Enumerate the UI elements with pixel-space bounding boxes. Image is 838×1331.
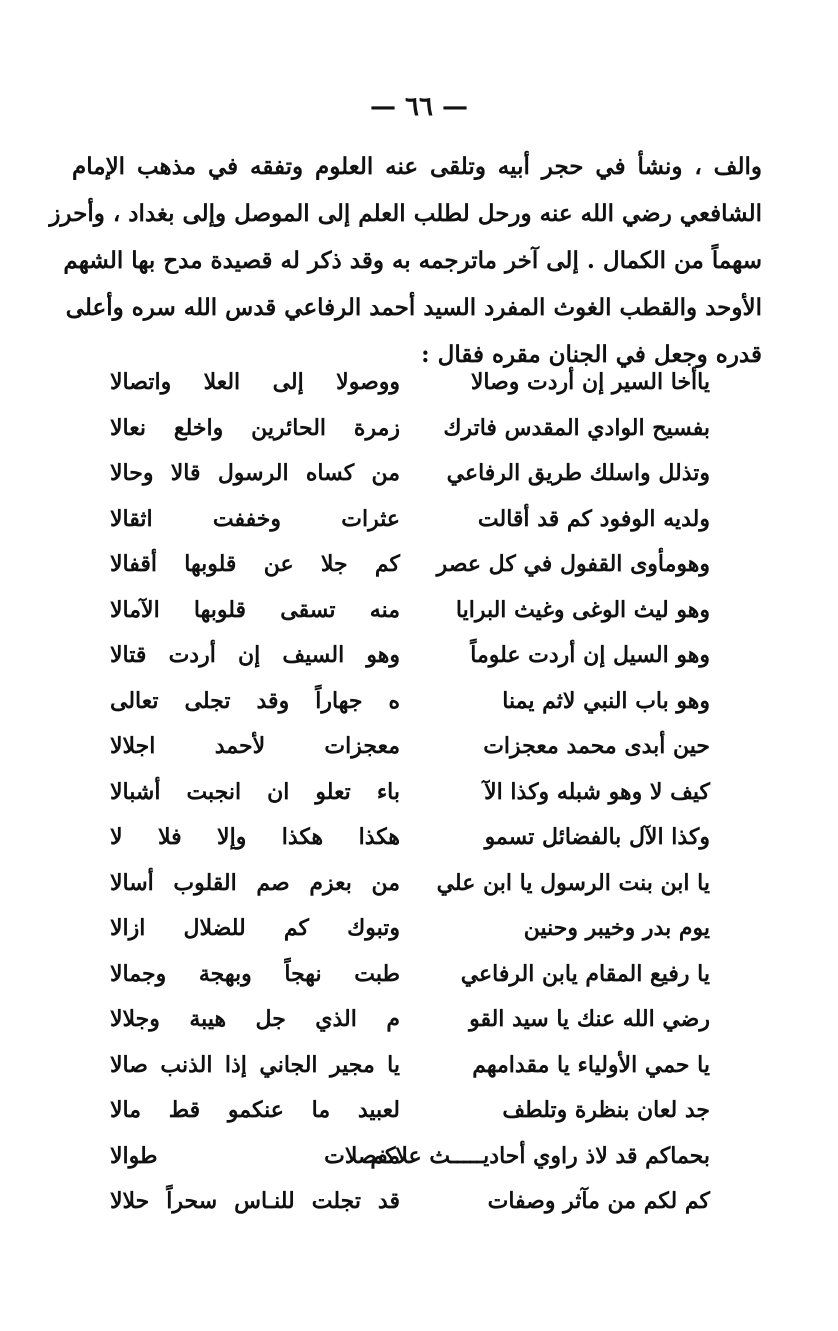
verse-second-hemistich: من كساه الرسول قالا وحالا: [110, 460, 400, 486]
verse-first-hemistich: يا ابن بنت الرسول يا ابن علي: [436, 869, 710, 896]
verse-second-hemistich: وهو السيف إن أردت قتالا: [110, 642, 400, 668]
verse-row: [110, 451, 710, 497]
verse-row: [110, 633, 710, 679]
verse-row: [110, 1134, 710, 1180]
prose-line: سهماً من الكمال . إلى آخر ماترجمه به وقد ذكر له قصيدة مدح بها الشهم: [63, 247, 762, 274]
verse-row: [110, 360, 710, 406]
verse-row: [110, 1179, 710, 1225]
prose-line: الأوحد والقطب الغوث المفرد السيد أحمد الرفاعي قدس الله سره وأعلى: [65, 294, 762, 321]
prose-line: والف ، ونشأ في حجر أبيه وتلقى عنه العلوم وتفقه في مذهب الإمام: [72, 153, 762, 180]
verse-first-hemistich: بفسيح الوادي المقدس فاترك: [443, 414, 710, 441]
verse-row: [110, 997, 710, 1043]
verse-row: [110, 906, 710, 952]
verse-second-hemistich: باء تعلو ان انجبت أشبالا: [110, 778, 400, 805]
verse-first-hemistich: وكذا الآل بالفضائل تسمو: [484, 824, 710, 850]
verse-row: [110, 1088, 710, 1134]
verse-row: [110, 952, 710, 998]
verse-row: [110, 588, 710, 634]
verse-first-hemistich: كيف لا وهو شبله وكذا الآ: [484, 778, 710, 805]
verse-first-hemistich: يوم بدر وخيبر وحنين: [523, 915, 710, 941]
verse-first-hemistich: كم لكم من مآثر وصفات: [487, 1188, 710, 1214]
verse-first-hemistich: جد لعان بنظرة وتلطف: [502, 1097, 710, 1123]
verse-first-hemistich: رضي الله عنك يا سيد القو: [469, 1006, 710, 1032]
verse-first-hemistich: وهو السيل إن أردت علوماً: [470, 642, 710, 668]
verse-row: [110, 497, 710, 543]
verse-first-hemistich: وهو باب النبي لاثم يمنا: [502, 687, 710, 714]
verse-second-hemistich: طبت نهجاً وبهجة وجمالا: [110, 960, 400, 987]
verse-first-hemistich: يا رفيع المقام يابن الرفاعي: [460, 960, 710, 987]
verse-row: [110, 679, 710, 725]
prose-paragraph: [49, 143, 762, 378]
poem-verses: [110, 360, 710, 1225]
verse-first-hemistich: وتذلل واسلك طريق الرفاعي: [446, 460, 710, 486]
verse-second-hemistich: زمرة الحائرين واخلع نعالا: [110, 414, 400, 441]
verse-first-hemistich: حين أبدى محمد معجزات: [483, 733, 710, 759]
verse-first-hemistich: يا حمي الأولياء يا مقدامهم: [472, 1051, 710, 1078]
verse-row: [110, 815, 710, 861]
verse-first-hemistich: بحماكم قد لاذ راوي أحاديـــــث علاكم: [370, 1142, 710, 1169]
prose-line: الشافعي رضي الله عنه ورحل لطلب العلم إلى الموصل وإلى بغداد ، وأحرز: [49, 200, 762, 227]
verse-first-hemistich: ولديه الوفود كم قد أقالت: [477, 505, 710, 532]
verse-row: [110, 542, 710, 588]
verse-second-hemistich: هكذا هكذا وإلا فلا لا: [110, 824, 400, 850]
verse-row: [110, 1043, 710, 1089]
verse-row: [110, 406, 710, 452]
verse-second-hemistich: يا مجير الجاني إذا الذنب صالا: [110, 1051, 400, 1078]
verse-second-hemistich: وتبوك كم للضلال ازالا: [110, 915, 400, 941]
verse-second-hemistich: عثرات وخففت اثقالا: [110, 505, 400, 532]
verse-row: [110, 861, 710, 907]
verse-row: [110, 770, 710, 816]
verse-second-hemistich: منه تسقى قلوبها الآمالا: [110, 596, 400, 623]
verse-second-hemistich: م الذي جل هيبة وجلالا: [110, 1006, 400, 1032]
verse-second-hemistich: كم جلا عن قلوبها أقفالا: [110, 551, 400, 577]
prose-line: قدره وجعل في الجنان مقره فقال :: [421, 341, 762, 368]
verse-second-hemistich: معجزات لأحمد اجلالا: [110, 733, 400, 759]
verse-second-hemistich: قد تجلت للنـاس سحراً حلالا: [110, 1188, 400, 1214]
verse-row: [110, 724, 710, 770]
verse-second-hemistich: مفصلات طوالا: [110, 1142, 400, 1169]
verse-first-hemistich: وهو ليث الوغى وغيث البرايا: [455, 596, 710, 623]
verse-first-hemistich: وهومأوى القفول في كل عصر: [436, 551, 710, 577]
verse-second-hemistich: ه جهاراً وقد تجلى تعالى: [110, 687, 400, 714]
verse-second-hemistich: من بعزم صم القلوب أسالا: [110, 869, 400, 896]
page-number: — ٦٦ —: [369, 92, 469, 122]
verse-second-hemistich: ووصولا إلى العلا واتصالا: [110, 369, 400, 395]
verse-second-hemistich: لعبيد ما عنكمو قط مالا: [110, 1097, 400, 1123]
verse-first-hemistich: ياأخا السير إن أردت وصالا: [470, 369, 710, 395]
